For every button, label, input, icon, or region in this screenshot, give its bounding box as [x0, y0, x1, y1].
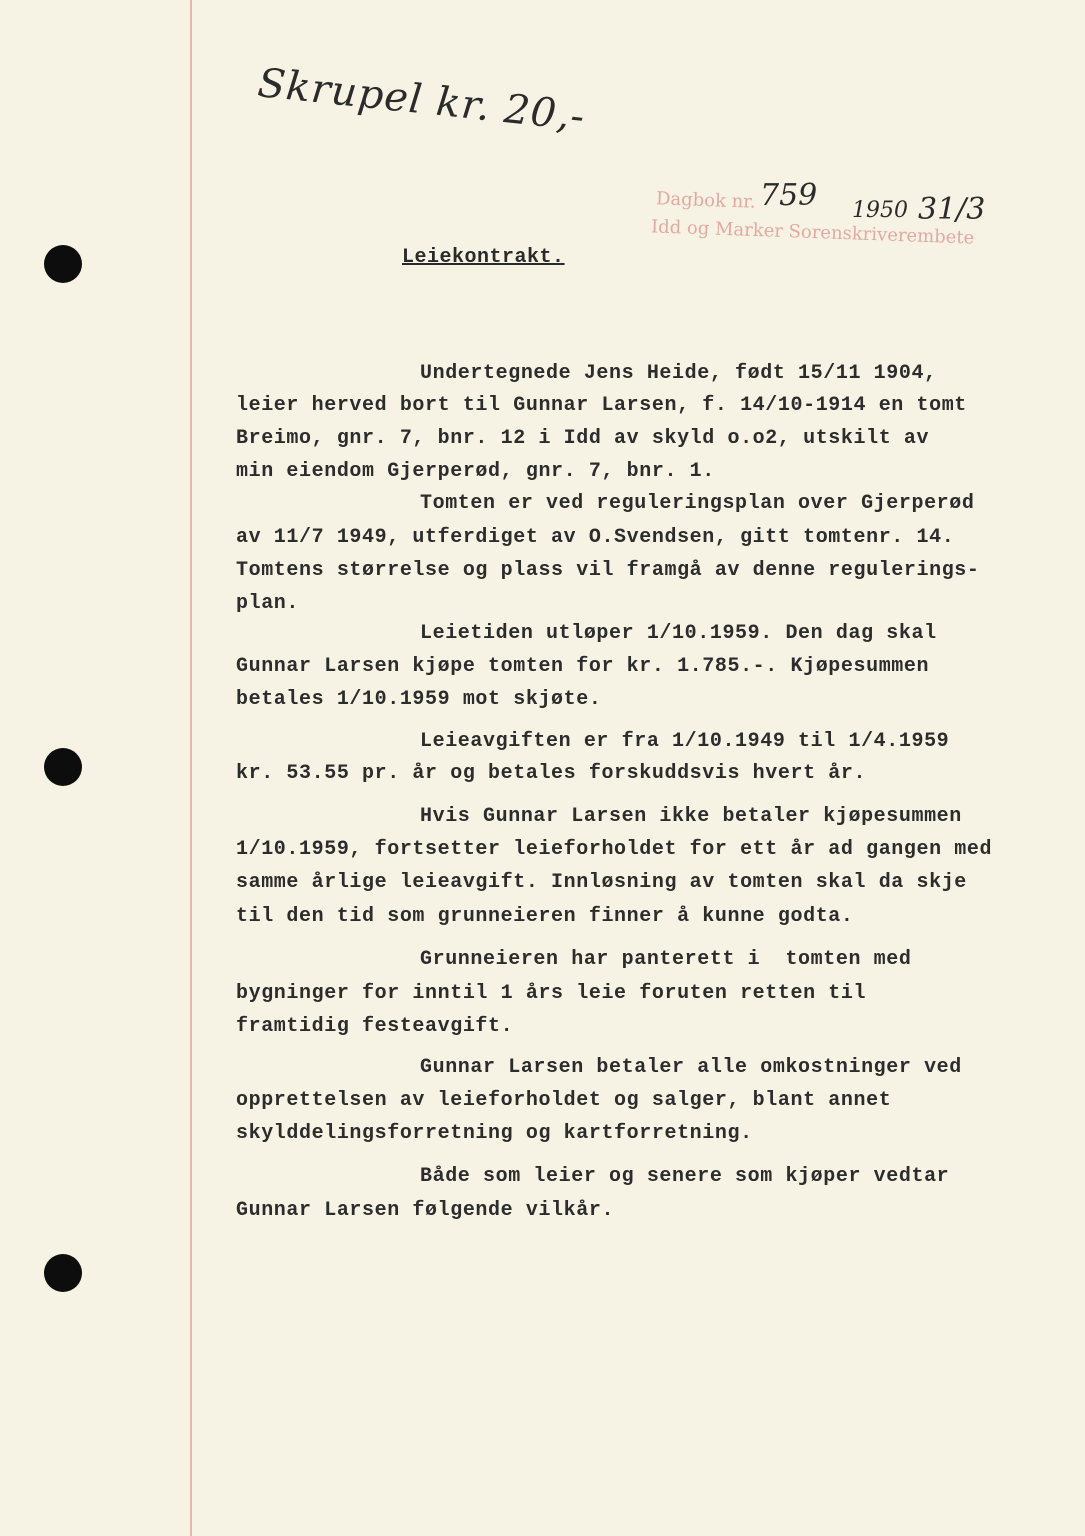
text-line: min eiendom Gjerperød, gnr. 7, bnr. 1. [236, 460, 715, 483]
text-line: leier herved bort til Gunnar Larsen, f. 14/10-1914 en tomt [236, 394, 967, 417]
stamp-year: 1950 [852, 198, 908, 223]
text-line: kr. 53.55 pr. år og betales forskuddsvis hvert år. [236, 762, 867, 785]
text-line: bygninger for inntil 1 års leie foruten retten til [236, 982, 867, 1005]
stamp-journal-number: 759 [760, 178, 818, 213]
text-line: framtidig festeavgift. [236, 1015, 514, 1038]
text-line: Gunnar Larsen følgende vilkår. [236, 1199, 615, 1222]
document-title: Leiekontrakt. [402, 246, 565, 269]
text-line: betales 1/10.1959 mot skjøte. [236, 688, 602, 711]
text-line: Både som leier og senere som kjøper vedtar [420, 1165, 950, 1188]
text-line: Tomten er ved reguleringsplan over Gjerperød [420, 492, 975, 515]
text-line: Gunnar Larsen betaler alle omkostninger ved [420, 1056, 962, 1079]
punch-hole-middle [44, 748, 82, 786]
text-line: opprettelsen av leieforholdet og salger, blant annet [236, 1089, 892, 1112]
text-line: Tomtens størrelse og plass vil framgå av denne regulerings- [236, 559, 980, 582]
text-line: av 11/7 1949, utferdiget av O.Svendsen, gitt tomtenr. 14. [236, 526, 955, 549]
stamp-dagbok-label: Dagbok nr. [655, 188, 756, 213]
text-line: Grunneieren har panterett i tomten med [420, 948, 912, 971]
text-line: plan. [236, 592, 300, 615]
handwritten-fee-note: Skrupel kr. 20,- [255, 60, 588, 141]
text-line: Leietiden utløper 1/10.1959. Den dag skal [420, 622, 937, 645]
text-line: Breimo, gnr. 7, bnr. 12 i Idd av skyld o.o2, utskilt av [236, 427, 930, 450]
punch-hole-bottom [44, 1254, 82, 1292]
text-line: Gunnar Larsen kjøpe tomten for kr. 1.785.-. Kjøpesummen [236, 655, 930, 678]
margin-line [190, 0, 192, 1536]
punch-hole-top [44, 245, 82, 283]
text-line: Undertegnede Jens Heide, født 15/11 1904, [420, 362, 937, 385]
text-line: samme årlige leieavgift. Innløsning av tomten skal da skje [236, 871, 967, 894]
stamp-date: 31/3 [918, 192, 986, 227]
stamp-office-name: Idd og Marker Sorenskriverembete [650, 216, 975, 249]
text-line: Hvis Gunnar Larsen ikke betaler kjøpesummen [420, 805, 962, 828]
text-line: til den tid som grunneieren finner å kunne godta. [236, 905, 854, 928]
text-line: 1/10.1959, fortsetter leieforholdet for ett år ad gangen med [236, 838, 993, 861]
text-line: Leieavgiften er fra 1/10.1949 til 1/4.1959 [420, 730, 950, 753]
text-line: skylddelingsforretning og kartforretning. [236, 1122, 753, 1145]
